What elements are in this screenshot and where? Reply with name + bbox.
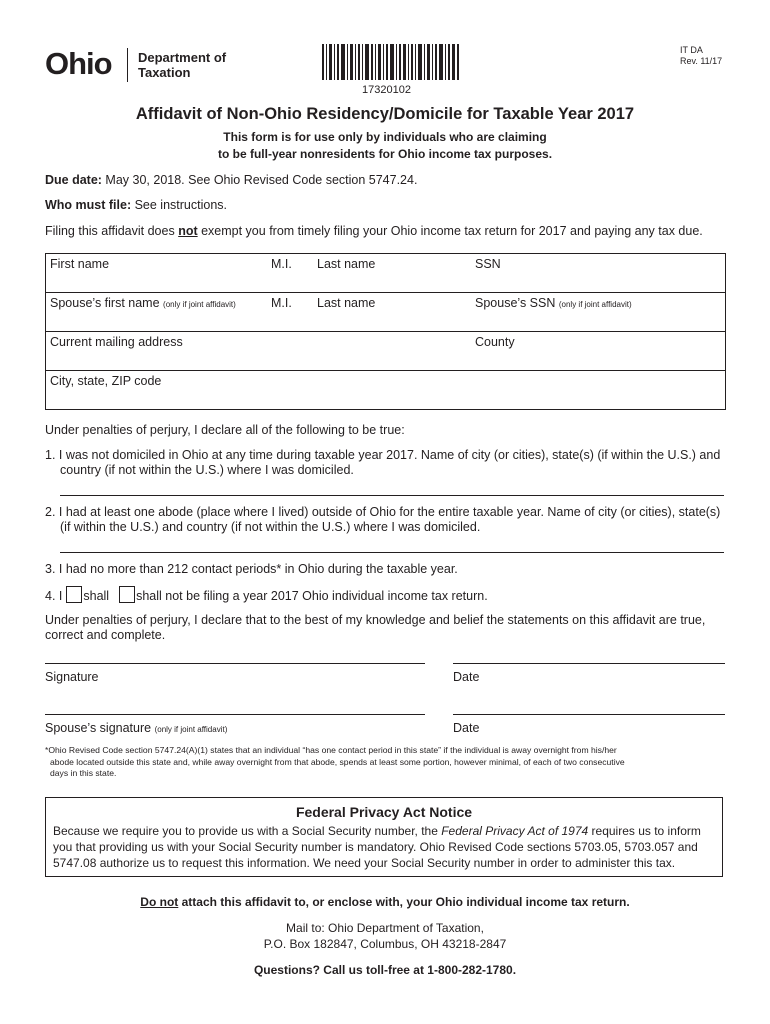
attach-note-emph: Do not — [140, 895, 179, 909]
privacy-line3: 5747.08 authorize us to request this information. We need your Social Security number in order to administer this tax. — [53, 856, 676, 870]
mi-label: M.I. — [271, 257, 292, 271]
ssn-label: SSN — [475, 257, 501, 271]
due-date-text: May 30, 2018. See Ohio Revised Code section 5747.24. — [101, 173, 418, 187]
item1-line2: country (if not within the U.S.) where I was domiciled. — [60, 463, 354, 477]
closing-line1: Under penalties of perjury, I declare that to the best of my knowledge and belief the statements on this affidavit are true, — [45, 613, 706, 627]
subtitle-line2: to be full-year nonresidents for Ohio income tax purposes. — [217, 147, 553, 161]
privacy-act-name: Federal Privacy Act of 1974 — [441, 824, 589, 838]
signature-line[interactable] — [45, 663, 425, 664]
who-must-file — [45, 198, 227, 213]
spouse-date-line[interactable] — [453, 714, 725, 715]
closing-line2: correct and complete. — [45, 628, 166, 642]
item2-answer-line[interactable] — [60, 552, 724, 553]
ohio-logo — [45, 46, 235, 86]
mail-line2: P.O. Box 182847, Columbus, OH 43218-2847 — [263, 937, 507, 951]
spouse-signature-label — [45, 721, 227, 737]
spouse-first-name-label — [50, 296, 236, 310]
form-revision: Rev. 11/17 — [680, 56, 723, 66]
item2-line2: (if within the U.S.) and country (if not within the U.S.) where I was domiciled. — [60, 520, 481, 534]
due-date-label: Due date: — [45, 173, 102, 187]
only-if-joint-note: (only if joint affidavit) — [163, 300, 236, 309]
item4-prefix: 4. I — [45, 589, 63, 603]
item1-answer-line[interactable] — [60, 495, 724, 496]
filing-note-emph: not — [178, 224, 198, 238]
spouse-first-name-text: Spouse’s first name — [50, 296, 160, 310]
item1-line1: 1. I was not domiciled in Ohio at any time during taxable year 2017. Name of city (or cities), state(s) (if within the U.S.) and — [45, 448, 721, 462]
barcode-number: 17320102 — [362, 84, 411, 96]
privacy-line1-before: Because we require you to provide us with a Social Security number, the — [53, 824, 442, 838]
privacy-notice-box — [45, 797, 723, 877]
date-line[interactable] — [453, 663, 725, 664]
privacy-line2: you that providing us with your Social Security number is mandatory. Ohio Revised Code sections 5703.05, 5703.057 and — [53, 840, 698, 854]
footnote-line1: *Ohio Revised Code section 5747.24(A)(1) states that an individual “has one contact period in this state” if the individual is away overnight from his/her — [45, 745, 617, 755]
form-code: IT DA — [680, 45, 703, 55]
page-title: Affidavit of Non-Ohio Residency/Domicile for Taxable Year 2017 — [135, 105, 635, 123]
item4 — [45, 586, 488, 604]
first-name-label: First name — [50, 257, 110, 271]
footnote-line3: days in this state. — [50, 768, 117, 778]
spouse-signature-line[interactable] — [45, 714, 425, 715]
questions-line: Questions? Call us toll-free at 1-800-282-1780. — [253, 963, 517, 977]
privacy-line1-after: requires us to inform — [588, 824, 701, 838]
signature-label: Signature — [45, 670, 99, 684]
shall-not-checkbox[interactable] — [119, 586, 135, 603]
due-date — [45, 173, 417, 188]
spouse-sig-note: (only if joint affidavit) — [154, 725, 228, 734]
logo-divider — [127, 48, 128, 82]
taxpayer-info-box — [45, 253, 726, 410]
footnote — [45, 745, 625, 780]
item2-line1: 2. I had at least one abode (place where I lived) outside of Ohio for the entire taxable year. Name of city (or cities), state(s) — [45, 505, 721, 519]
spouse-last-name-label: Last name — [317, 296, 376, 310]
privacy-body — [53, 823, 701, 871]
declaration-intro: Under penalties of perjury, I declare all of the following to be true: — [45, 423, 405, 437]
mail-line1: Mail to: Ohio Department of Taxation, — [286, 921, 484, 935]
who-must-file-label: Who must file: — [45, 198, 132, 212]
item3: 3. I had no more than 212 contact periods* in Ohio during the taxable year. — [45, 562, 458, 576]
spouse-ssn-label — [475, 296, 632, 310]
shall-checkbox[interactable] — [66, 586, 82, 603]
filing-note-after: exempt you from timely filing your Ohio income tax return for 2017 and paying any tax due. — [197, 224, 703, 238]
privacy-line1 — [53, 823, 701, 839]
filing-note — [45, 224, 703, 239]
subtitle-line1: This form is for use only by individuals who are claiming — [223, 130, 547, 144]
spouse-row[interactable] — [46, 293, 725, 332]
last-name-label: Last name — [317, 257, 376, 271]
current-address-label: Current mailing address — [50, 335, 183, 349]
filing-note-before: Filing this affidavit does — [45, 224, 179, 238]
shall-label: shall — [83, 589, 110, 603]
date-label: Date — [453, 670, 480, 684]
spouse-ssn-text: Spouse’s SSN — [475, 296, 556, 310]
attach-note-after: attach this affidavit to, or enclose with, your Ohio individual income tax return. — [178, 895, 630, 909]
dept-line2: Taxation — [138, 65, 191, 80]
shall-not-label: shall not be filing a year 2017 Ohio individual income tax return. — [136, 589, 488, 603]
county-label: County — [475, 335, 515, 349]
city-state-zip-label: City, state, ZIP code — [50, 374, 162, 388]
spouse-ssn-note: (only if joint affidavit) — [558, 300, 632, 309]
spouse-date-label: Date — [453, 721, 480, 735]
name-row[interactable] — [46, 254, 725, 293]
attach-note — [0, 895, 770, 909]
spouse-mi-label: M.I. — [271, 296, 292, 310]
city-row[interactable] — [46, 371, 725, 409]
footnote-line2: abode located outside this state and, while away overnight from that abode, spends at least some portion, however minimal, of each of two consecutive — [50, 756, 625, 767]
who-must-file-text: See instructions. — [131, 198, 227, 212]
ohio-logo-text: Ohio — [45, 46, 112, 81]
barcode — [322, 44, 460, 80]
address-row[interactable] — [46, 332, 725, 371]
spouse-signature-text: Spouse’s signature — [45, 721, 152, 735]
dept-line1: Department of — [138, 50, 227, 65]
privacy-heading: Federal Privacy Act Notice — [295, 804, 473, 820]
